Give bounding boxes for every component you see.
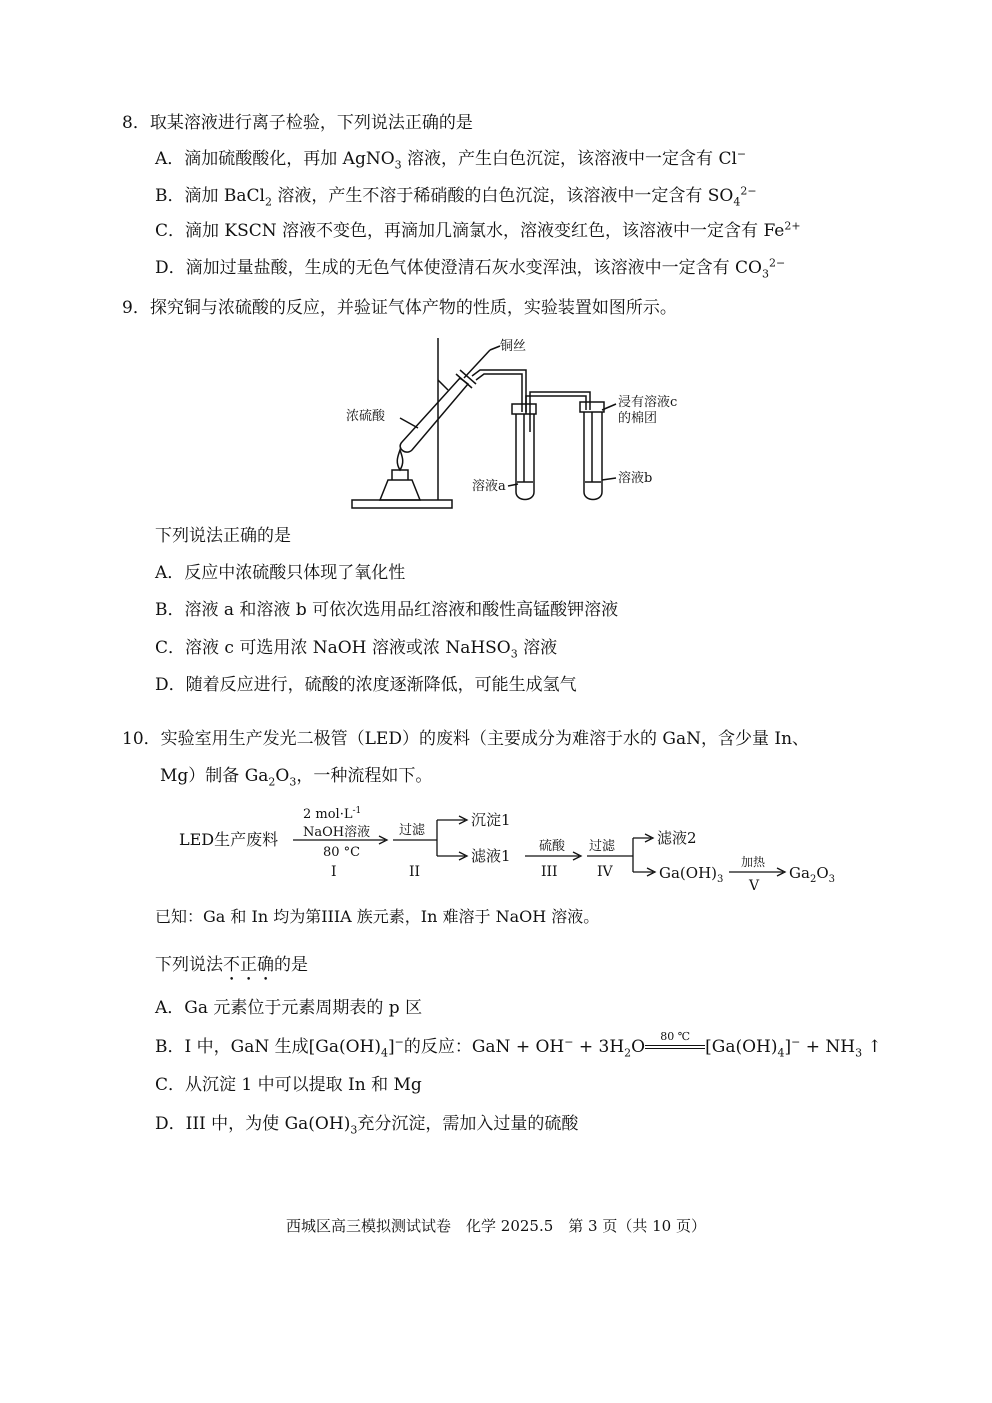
q9-option-d: D．随着反应进行，硫酸的浓度逐渐降低，可能生成氢气 xyxy=(155,675,577,695)
q8-option-b: B．滴加 BaCl$_2$ 溶液，产生不溶于稀硝酸的白色沉淀，该溶液中一定含有 $SO_4^{2-}$ xyxy=(155,184,757,209)
flow-cond-naoh: NaOH溶液 xyxy=(303,825,371,840)
q9-stem: 9．探究铜与浓硫酸的反应，并验证气体产物的性质，实验装置如图所示。 xyxy=(122,298,677,318)
label-conc-acid: 浓硫酸 xyxy=(346,409,386,424)
flow-acid: 硫酸 xyxy=(539,839,566,854)
page-footer: 西城区高三模拟测试试卷 化学 2025.5 第 3 页（共 10 页） xyxy=(286,1217,706,1235)
q10-known: 已知：Ga 和 In 均为第IIIA 族元素，In 难溶于 NaOH 溶液。 xyxy=(155,907,600,926)
flow-filter-2: 过滤 xyxy=(589,839,616,854)
emphasis-not-correct: 不正确 xyxy=(223,955,274,975)
flow-step-1: I xyxy=(331,864,337,880)
q10-process-flowchart xyxy=(175,798,855,893)
flow-step-4: IV xyxy=(597,864,613,880)
q10-prompt: 下列说法不正确的是 xyxy=(155,955,308,975)
label-cotton-1: 浸有溶液c xyxy=(618,395,678,410)
flow-step-5: V xyxy=(749,878,760,893)
flow-filtrate-1: 滤液1 xyxy=(471,847,511,865)
label-solution-b: 溶液b xyxy=(618,471,653,486)
flow-gaoh3: $Ga(OH)_3$ xyxy=(659,864,724,885)
q9-option-a: A．反应中浓硫酸只体现了氧化性 xyxy=(155,563,406,583)
label-copper-wire: 铜丝 xyxy=(500,339,527,354)
q9-prompt: 下列说法正确的是 xyxy=(155,526,291,546)
flow-precipitate-1: 沉淀1 xyxy=(471,811,511,829)
q10-stem-line1: 10．实验室用生产发光二极管（LED）的废料（主要成分为难溶于水的 GaN，含少量 In、 xyxy=(122,729,810,749)
q10-option-d: D．III 中，为使 $Ga(OH)_3$充分沉淀，需加入过量的硫酸 xyxy=(155,1114,579,1137)
flow-heat: 加热 xyxy=(741,855,766,869)
q8-stem: 8．取某溶液进行离子检验，下列说法正确的是 xyxy=(122,113,473,133)
q8-option-a: A．滴加硫酸酸化，再加 AgNO$_3$ 溶液，产生白色沉淀，该溶液中一定含有 Cl− xyxy=(155,147,747,172)
q9-option-b: B．溶液 a 和溶液 b 可依次选用品红溶液和酸性高锰酸钾溶液 xyxy=(155,600,619,620)
flow-step-2: II xyxy=(409,864,421,880)
q8-option-c: C．滴加 KSCN 溶液不变色，再滴加几滴氯水，溶液变红色，该溶液中一定含有 $Fe^{2+}$ xyxy=(155,219,801,241)
q10-option-b: B．I 中，GaN 生成$[Ga(OH)_4]^-$的反应：GaN + $OH^- + 3H_2O$ 80 ℃ $[Ga(OH)_4]^- + NH_3$ ↑ xyxy=(155,1036,882,1058)
q9-apparatus-diagram xyxy=(340,332,680,517)
q8-option-d: D．滴加过量盐酸，生成的无色气体使澄清石灰水变浑浊，该溶液中一定含有 $CO_3^{2-}$ xyxy=(155,256,786,281)
flow-start: LED生产废料 xyxy=(179,830,279,849)
flow-ga2o3: $Ga_2O_3$ xyxy=(789,864,835,885)
label-cotton-2: 的棉团 xyxy=(618,411,658,426)
flow-step-3: III xyxy=(541,864,558,880)
q10-option-c: C．从沉淀 1 中可以提取 In 和 Mg xyxy=(155,1075,422,1095)
reaction-condition: 80 ℃ xyxy=(660,1030,691,1043)
flow-cond-temp: 80 °C xyxy=(323,845,361,860)
flow-filter-1: 过滤 xyxy=(399,823,426,838)
flow-cond-conc: 2 $mol\cdot L^{-1}$ xyxy=(303,806,362,822)
q10-option-a: A．Ga 元素位于元素周期表的 p 区 xyxy=(155,998,423,1018)
q10-stem-line2: Mg）制备 $Ga_2O_3$，一种流程如下。 xyxy=(160,766,433,789)
flow-filtrate-2: 滤液2 xyxy=(657,829,697,847)
q9-option-c: C．溶液 c 可选用浓 NaOH 溶液或浓 NaHSO$_3$ 溶液 xyxy=(155,638,558,661)
label-solution-a: 溶液a xyxy=(472,479,506,494)
